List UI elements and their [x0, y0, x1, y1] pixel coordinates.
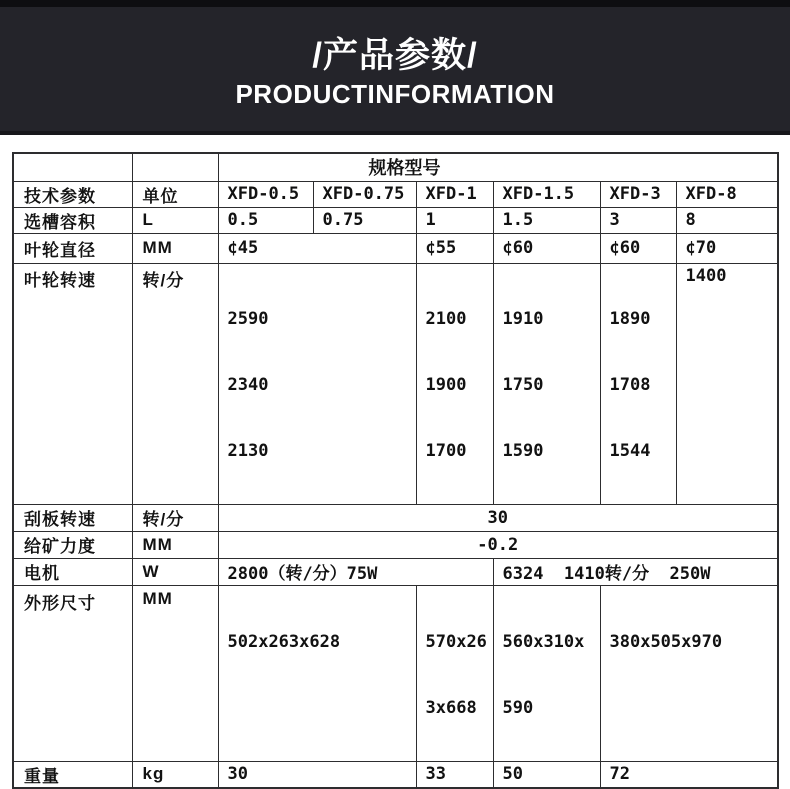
speed-value: 2130 [227, 440, 269, 461]
cell-diameter-c34: ¢45 [218, 233, 416, 263]
speed-value: 1544 [609, 440, 651, 461]
cell-dims-unit: MM [132, 585, 218, 761]
speed-value: 1910 [502, 308, 544, 329]
cell-empty-param [13, 153, 132, 181]
cell-param-header: 技术参数 [13, 181, 132, 207]
cell-volume-label: 选槽容积 [13, 207, 132, 233]
cell-speed-c34 [218, 263, 416, 504]
cell-dims-c6 [493, 585, 600, 761]
cell-diameter-label: 叶轮直径 [13, 233, 132, 263]
cell-dims-label: 外形尺寸 [13, 585, 132, 761]
cell-diameter-c8: ¢70 [676, 233, 778, 263]
speed-value: 2590 [227, 308, 269, 329]
cell-model-xfd-8: XFD-8 [676, 181, 778, 207]
dims-value: 590 [502, 697, 534, 718]
speed-value: 1900 [425, 374, 467, 395]
banner [0, 0, 790, 135]
cell-weight-unit: kg [132, 761, 218, 788]
cell-model-xfd-1.5: XFD-1.5 [493, 181, 600, 207]
cell-dims-c78 [600, 585, 778, 761]
row-weight [13, 761, 778, 788]
speed-value: 1708 [609, 374, 651, 395]
cell-speed-c6 [493, 263, 600, 504]
dims-value: 380x505x970 [609, 631, 723, 652]
cell-empty-unit [132, 153, 218, 181]
cell-dims-c5 [416, 585, 493, 761]
dims-value: 3x668 [425, 697, 477, 718]
speed-value: 2100 [425, 308, 467, 329]
dims-value: 570x26 [425, 631, 487, 652]
row-volume [13, 207, 778, 233]
row-speed [13, 263, 778, 504]
banner-top-strip [0, 0, 790, 7]
cell-diameter-c7: ¢60 [600, 233, 676, 263]
cell-scraper-label: 刮板转速 [13, 504, 132, 531]
row-dimensions [13, 585, 778, 761]
dims-value: 502x263x628 [227, 631, 341, 652]
cell-volume-5: 8 [676, 207, 778, 233]
cell-model-xfd-0.5: XFD-0.5 [218, 181, 313, 207]
speed-value: 1590 [502, 440, 544, 461]
cell-weight-c5: 33 [416, 761, 493, 788]
cell-model-xfd-3: XFD-3 [600, 181, 676, 207]
cell-scraper-unit: 转/分 [132, 504, 218, 531]
cell-motor-left: 2800（转/分）75W [218, 558, 493, 585]
row-diameter [13, 233, 778, 263]
cell-speed-c8: 1400 [676, 263, 778, 504]
cell-spec-header: 规格型号 [218, 153, 778, 181]
cell-speed-label: 叶轮转速 [13, 263, 132, 504]
cell-motor-label: 电机 [13, 558, 132, 585]
cell-volume-3: 1.5 [493, 207, 600, 233]
cell-diameter-unit: MM [132, 233, 218, 263]
cell-volume-4: 3 [600, 207, 676, 233]
cell-weight-c78: 72 [600, 761, 778, 788]
cell-speed-c7 [600, 263, 676, 504]
speed-value: 2340 [227, 374, 269, 395]
page-subtitle: PRODUCTINFORMATION [235, 79, 555, 109]
speed-value: 1700 [425, 440, 467, 461]
speed-value: 1890 [609, 308, 651, 329]
cell-speed-unit: 转/分 [132, 263, 218, 504]
cell-motor-right: 6324 1410转/分 250W [493, 558, 778, 585]
cell-volume-2: 1 [416, 207, 493, 233]
cell-volume-0: 0.5 [218, 207, 313, 233]
row-feed [13, 531, 778, 558]
cell-feed-label: 给矿力度 [13, 531, 132, 558]
cell-feed-value: -0.2 [218, 531, 778, 558]
row-model-header [13, 181, 778, 207]
cell-volume-unit: L [132, 207, 218, 233]
cell-weight-label: 重量 [13, 761, 132, 788]
cell-speed-c5 [416, 263, 493, 504]
row-spec-header [13, 153, 778, 181]
cell-volume-1: 0.75 [313, 207, 416, 233]
cell-weight-c6: 50 [493, 761, 600, 788]
spec-table [12, 152, 779, 789]
cell-diameter-c5: ¢55 [416, 233, 493, 263]
cell-motor-unit: W [132, 558, 218, 585]
cell-diameter-c6: ¢60 [493, 233, 600, 263]
banner-bottom-edge [0, 131, 790, 135]
row-scraper [13, 504, 778, 531]
cell-weight-c34: 30 [218, 761, 416, 788]
cell-dims-c34 [218, 585, 416, 761]
cell-scraper-value: 30 [218, 504, 778, 531]
page-title: /产品参数/ [312, 36, 478, 75]
cell-model-xfd-1: XFD-1 [416, 181, 493, 207]
row-motor [13, 558, 778, 585]
dims-value: 560x310x [502, 631, 585, 652]
cell-unit-header: 单位 [132, 181, 218, 207]
speed-value: 1750 [502, 374, 544, 395]
cell-feed-unit: MM [132, 531, 218, 558]
cell-model-xfd-0.75: XFD-0.75 [313, 181, 416, 207]
